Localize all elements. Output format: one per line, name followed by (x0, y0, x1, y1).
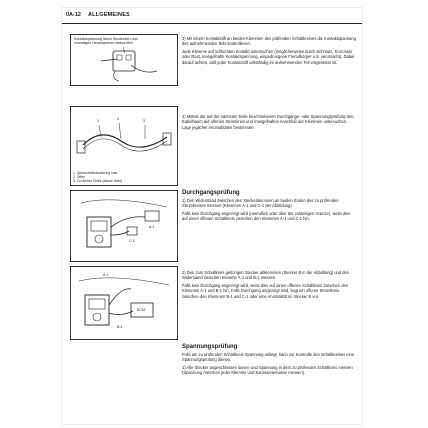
section-voltage: Spannungsprüfung Falls am zu prüfenden Schaltkreis Spannung anliegt, kann zur Kontrolle des Schaltkreises eine Spannungsprüfung dienen. 1) Alle Stecker angeschlossen lassen und Spannung in dem zu prüfenden Schaltkreis messen (Spannung zwischen jeder Klemme und Karosseriemasse messen). (182, 344, 355, 376)
figure-contact-pin-check (70, 34, 178, 86)
figure-caption: Kontaktspannung durch Einstecken und einmaliges Herausziehen überprüfen (74, 37, 138, 46)
text-step-3: 3) Mit einem Kontaktstift an beiden Klemmen des prüfenden Schaltkreises die Kontaktspannung des aufnehmenden Teils kontrollieren. Jede Klemme auf schlechten Kontakt untersuchen (möglicherweise durch Schmutz, Korrosion oder Rost, mangelhafte Kontaktspannung, eingedrungene Fremdkörper o.ä. verursacht). Dabei darauf achten, daß jeder Kontaktstift vollständig im aufnehmenden Teil eingerastet ist. (182, 36, 356, 65)
section-continuity: Durchgangsprüfung 1) Den Widerstand zwischen den Steckerklemmen an beiden Enden des zu prüfenden Stromkreises messen (Klemmen A-1 und C-1 der Abbildung). Falls kein Durchgang angezeigt wird (unendlich oder über der zulässigen Grenze), weist dies auf einen offenen Schaltkreis zwischen den Klemmen A-1 und C-1 hin. (182, 190, 356, 224)
label-c1: C-1 (129, 239, 135, 243)
heading-voltage: Spannungsprüfung (182, 344, 238, 350)
label-ecm: ECM (137, 308, 145, 312)
marker-1: 1 (97, 119, 99, 123)
marker-3: 3 (143, 119, 145, 123)
figure-harness-faults (70, 106, 178, 186)
manual-page (62, 8, 362, 424)
text-continuity-step-2: 2) Den zum Schaltkreis gehörigen Stecker abklemmen (Stecker B in der Abbildung) und den Widerstand zwischen Klemme A-1 und B-1 messen. Falls kein Durchgang angezeigt wird, weist dies auf einen offenen Schaltkreis zwischen den Klemmen A-1 und B-1 hin. Falls Durchgang angezeigt wird, liegt ein offener Stromkreis zwischen den Klemmen B-1 und C-1 oder eine Anomalität im Stecker B vor. (182, 270, 350, 299)
figure-connector-b-check (70, 266, 178, 340)
page-number: 0A-12 (66, 12, 81, 18)
label-b1: B-1 (117, 325, 123, 329)
ohmmeter-ecm-illustration (71, 267, 177, 339)
section-title: ALLGEMEINES (88, 12, 130, 18)
page-header (62, 12, 362, 24)
marker-2: 2 (117, 117, 119, 121)
figure-legend: 1. Querschnittsänderung lose 2. Offen 3. Zu dünner Draht (dünne Ader) (73, 171, 123, 183)
ohmmeter-illustration (71, 191, 177, 261)
label-a1: A-1 (103, 273, 109, 277)
figure-continuity-check (70, 190, 178, 262)
text-step-4: 4) Mittels der auf der nächsten Seite beschriebenen Durchgangs- oder Spannungsprüfung den Kabelbaum auf offenen Stromkreis und mangelhaften Anschluß der Klemmen untersuchen. Lage jeglicher Anomalitäten bestimmen. (182, 114, 354, 130)
heading-continuity: Durchgangsprüfung (182, 190, 240, 196)
label-a1: A-1 (149, 225, 155, 229)
